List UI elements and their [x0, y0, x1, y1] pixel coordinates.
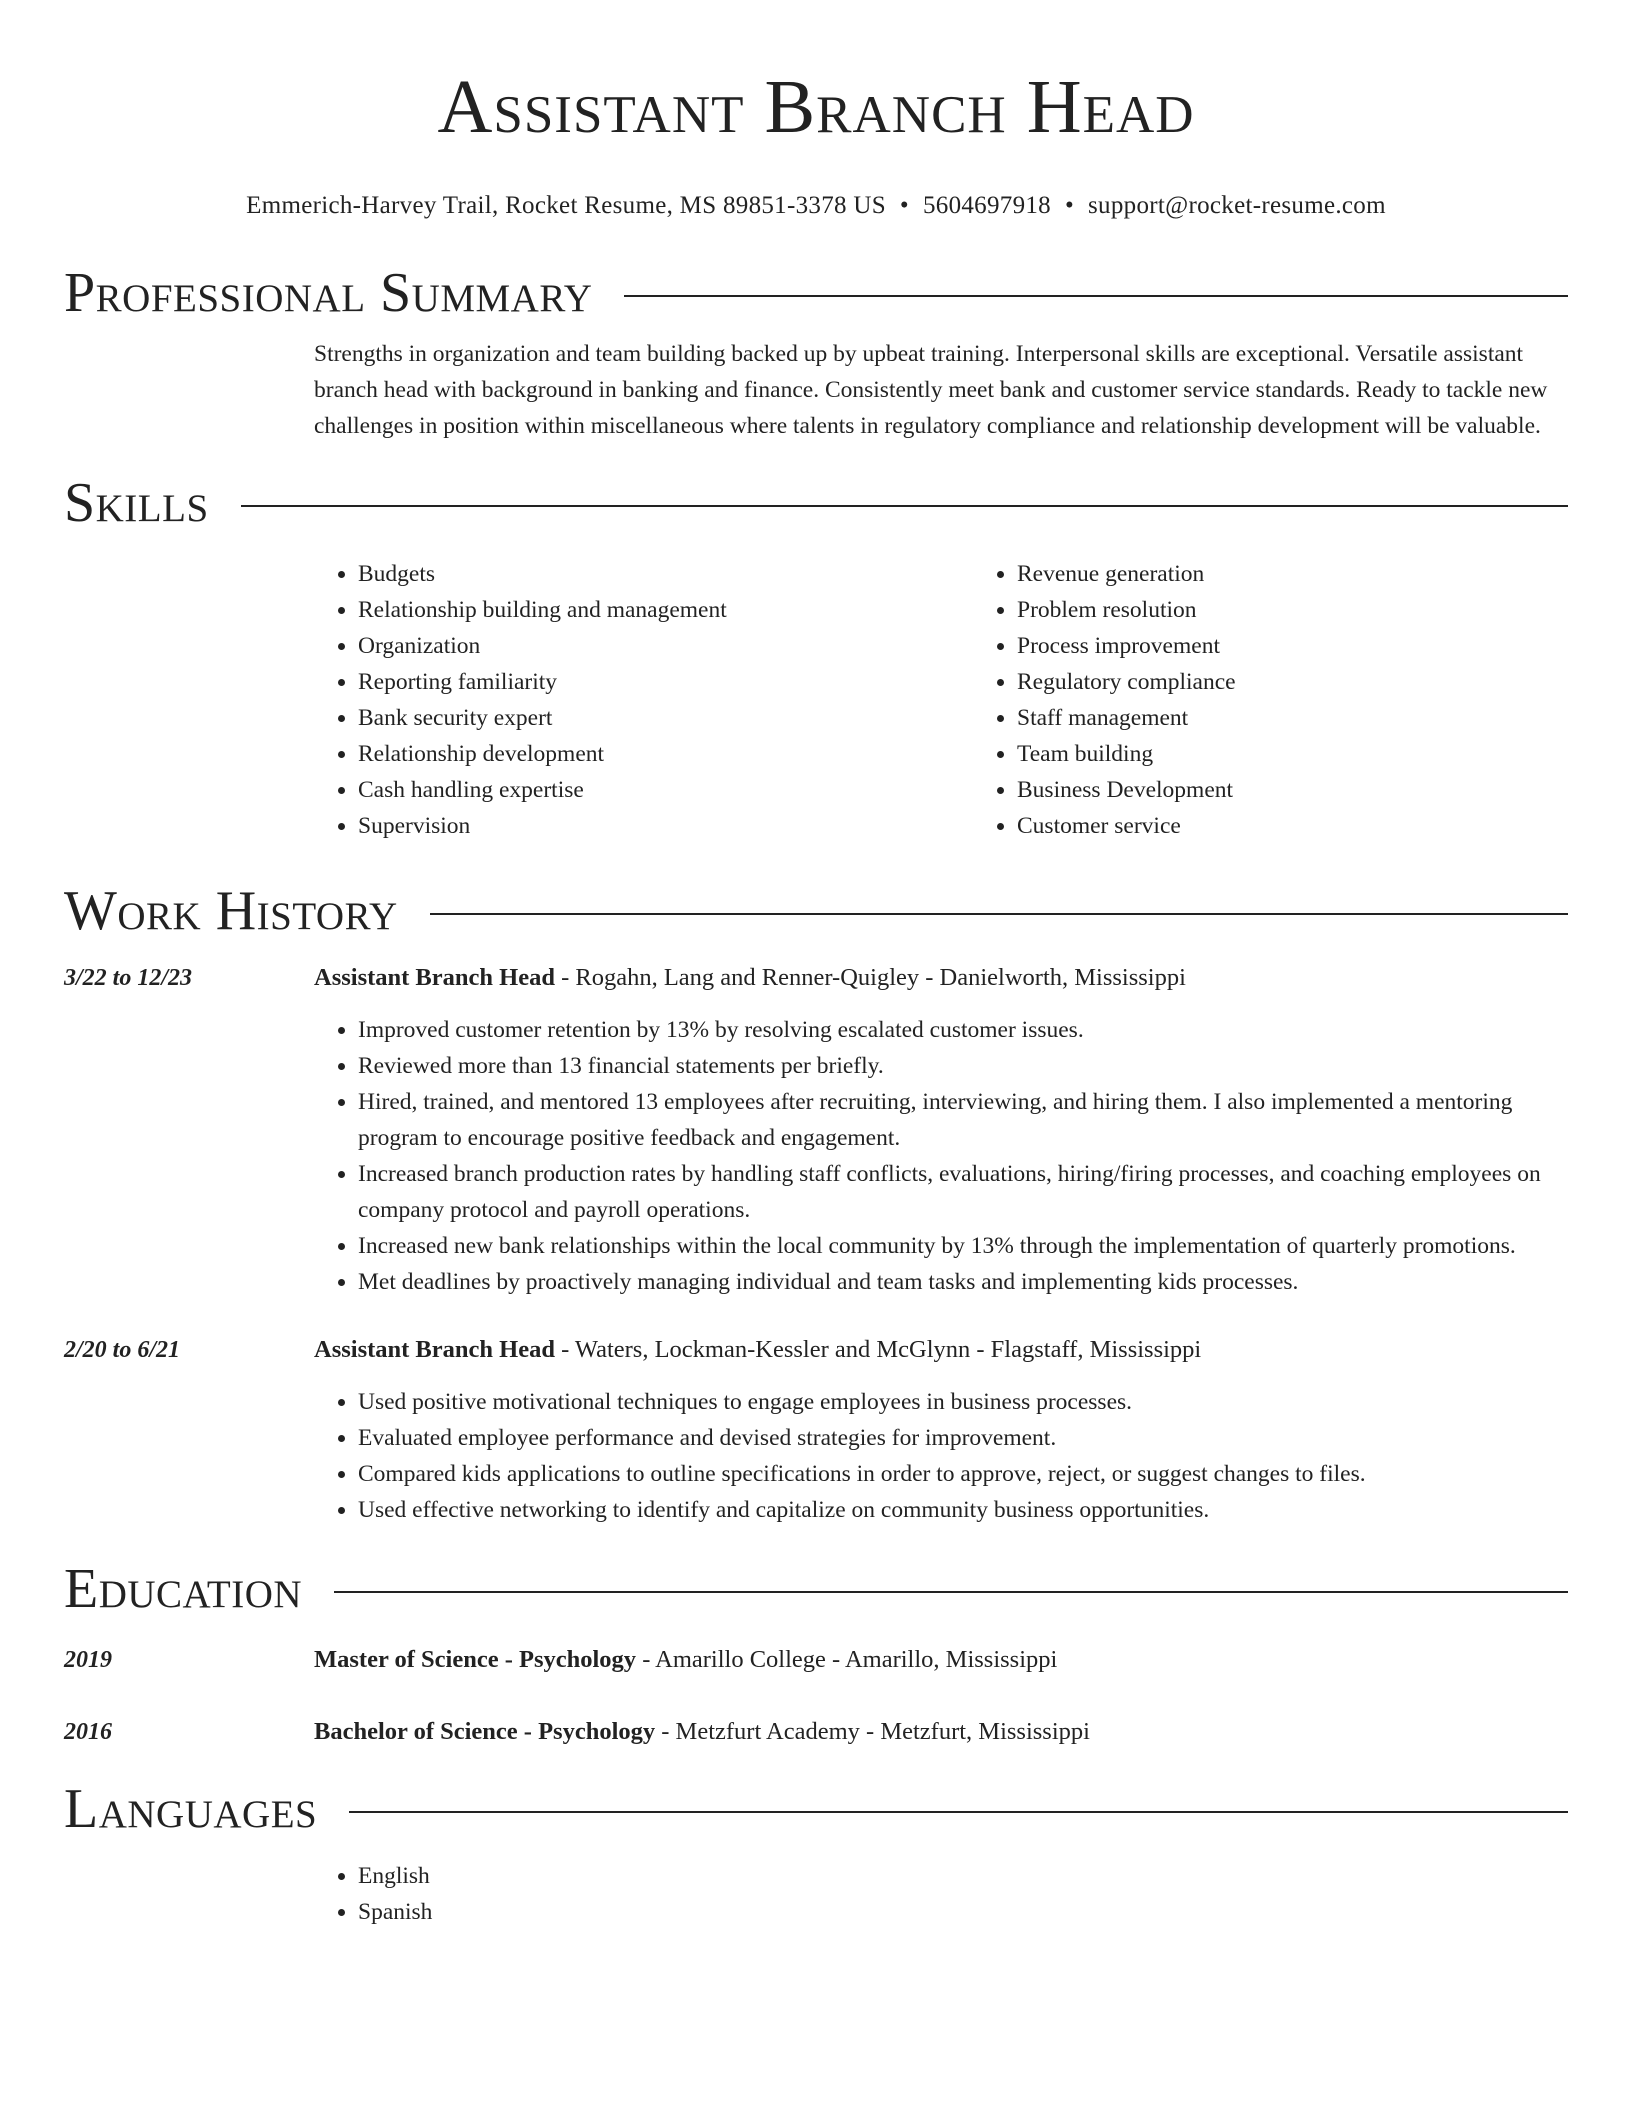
job-bullet: • Met deadlines by proactively managing individual and team tasks and implementing kids processes.	[358, 1264, 1568, 1300]
job-bullets	[314, 1384, 1568, 1528]
skill-item: • Problem resolution	[1017, 592, 1632, 628]
skills-list	[314, 556, 1632, 844]
skill-item: • Business Development	[1017, 772, 1632, 808]
languages-list	[314, 1858, 1632, 1930]
job-entry	[64, 1332, 1568, 1528]
job-dates: 3/22 to 12/23	[64, 965, 193, 991]
job-title: Assistant Branch Head	[314, 964, 555, 991]
education-details: - Amarillo College - Amarillo, Mississippi	[636, 1646, 1058, 1673]
skill-item: • Supervision	[358, 808, 973, 844]
language-item: • Spanish	[358, 1894, 1632, 1930]
skill-item: • Cash handling expertise	[358, 772, 973, 808]
email-link[interactable]: support@rocket-resume.com	[1088, 192, 1386, 219]
skill-item: • Revenue generation	[1017, 556, 1632, 592]
work-history-section-heading	[64, 876, 1568, 946]
summary-text: Strengths in organization and team building backed up by upbeat training. Interpersonal skills are exceptional. Versatile assistant branch head with background in banking and finance. Consistently meet bank and customer service standards. Ready to tackle new challenges in position within miscellaneous where talents in regulatory compliance and relationship development will be valuable.	[314, 341, 1548, 439]
section-title: Work History	[64, 880, 398, 942]
address: Emmerich-Harvey Trail, Rocket Resume, MS 89851-3378 US	[246, 192, 886, 219]
job-bullet: • Increased new bank relationships within the local community by 13% through the implementation of quarterly promotions.	[358, 1228, 1568, 1264]
skill-item: • Staff management	[1017, 700, 1632, 736]
skills-section-heading	[64, 468, 1568, 538]
job-details: - Waters, Lockman-Kessler and McGlynn - Flagstaff, Mississippi	[554, 1336, 1202, 1363]
separator-dot: •	[1064, 192, 1075, 219]
education-headline	[314, 1714, 1568, 1750]
job-content	[314, 1332, 1568, 1528]
separator-dot: •	[899, 192, 909, 219]
language-item: • English	[358, 1858, 1632, 1894]
job-entry	[64, 960, 1568, 1300]
summary-section-heading	[64, 258, 1568, 328]
education-entry	[64, 1642, 1568, 1678]
education-details: - Metzfurt Academy - Metzfurt, Mississippi	[655, 1718, 1090, 1745]
skill-item: • Relationship building and management	[358, 592, 973, 628]
skill-item: • Customer service	[1017, 808, 1632, 844]
job-bullet: • Used positive motivational techniques to engage employees in business processes.	[358, 1384, 1568, 1420]
section-divider	[624, 295, 1568, 297]
education-headline	[314, 1642, 1568, 1678]
skill-item: • Reporting familiarity	[358, 664, 973, 700]
skill-item: • Bank security expert	[358, 700, 973, 736]
job-bullet: • Compared kids applications to outline specifications in order to approve, reject, or suggest changes to files.	[358, 1456, 1568, 1492]
job-bullet: • Improved customer retention by 13% by resolving escalated customer issues.	[358, 1012, 1568, 1048]
skill-item: • Organization	[358, 628, 973, 664]
education-entry	[64, 1714, 1568, 1750]
job-content	[314, 960, 1568, 1300]
job-bullet: • Reviewed more than 13 financial statements per briefly.	[358, 1048, 1568, 1084]
education-year: 2016	[64, 1719, 112, 1745]
degree: Bachelor of Science - Psychology	[314, 1718, 656, 1745]
skill-item: • Team building	[1017, 736, 1632, 772]
degree: Master of Science - Psychology	[314, 1646, 637, 1673]
languages-list-wrapper	[314, 1858, 1632, 1930]
section-title: Professional Summary	[64, 262, 593, 324]
job-bullet: • Increased branch production rates by handling staff conflicts, evaluations, hiring/firing processes, and coaching employees on company protocol and payroll operations.	[358, 1156, 1568, 1228]
skills-column-right	[973, 556, 1632, 844]
skill-item: • Process improvement	[1017, 628, 1632, 664]
section-divider	[349, 1811, 1568, 1813]
section-title: Skills	[64, 472, 209, 534]
phone: 5604697918	[922, 192, 1051, 219]
skill-item: • Regulatory compliance	[1017, 664, 1632, 700]
job-headline	[314, 1332, 1568, 1368]
job-dates: 2/20 to 6/21	[64, 1337, 181, 1363]
job-details: - Rogahn, Lang and Renner-Quigley - Danielworth, Mississippi	[554, 964, 1186, 991]
section-divider	[334, 1591, 1568, 1593]
resume-title: Assistant Branch Head	[437, 65, 1195, 149]
skill-item: • Budgets	[358, 556, 973, 592]
section-divider	[241, 505, 1568, 507]
education-section-heading	[64, 1554, 1568, 1624]
job-title: Assistant Branch Head	[314, 1336, 555, 1363]
section-title: Languages	[64, 1778, 318, 1840]
job-bullets	[314, 1012, 1568, 1300]
job-headline	[314, 960, 1568, 996]
skills-column-left	[314, 556, 973, 844]
skill-item: • Relationship development	[358, 736, 973, 772]
job-bullet: • Evaluated employee performance and devised strategies for improvement.	[358, 1420, 1568, 1456]
job-bullet: • Hired, trained, and mentored 13 employees after recruiting, interviewing, and hiring them. I also implemented a mentoring program to encourage positive feedback and engagement.	[358, 1084, 1568, 1156]
contact-line	[0, 192, 1632, 220]
languages-section-heading	[64, 1774, 1568, 1844]
section-divider	[430, 913, 1568, 915]
education-year: 2019	[64, 1647, 112, 1673]
section-title: Education	[64, 1558, 303, 1620]
job-bullet: • Used effective networking to identify and capitalize on community business opportunities.	[358, 1492, 1568, 1528]
